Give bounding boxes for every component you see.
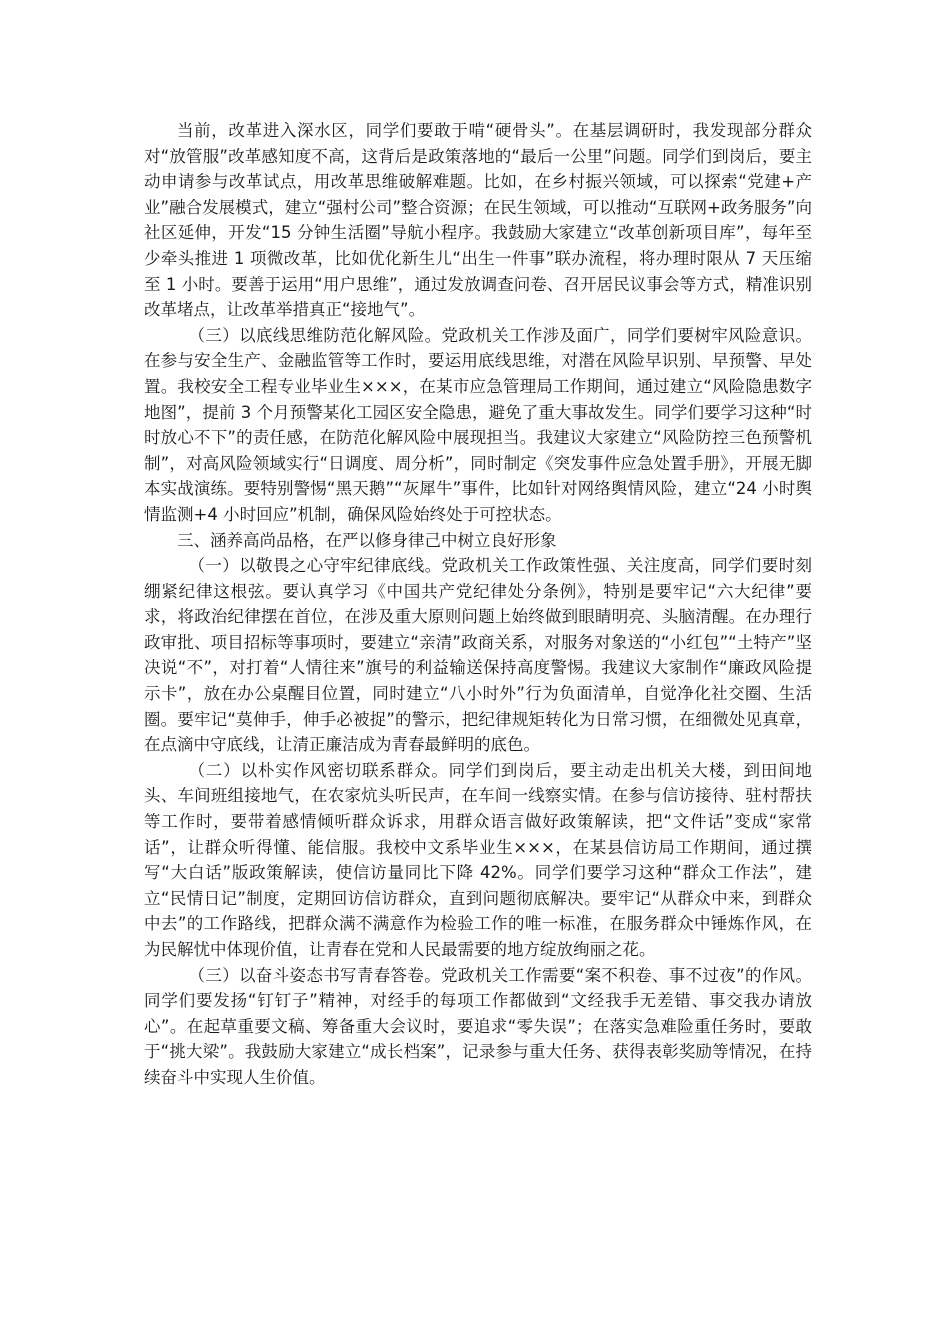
paragraph-discipline: （一）以敬畏之心守牢纪律底线。党政机关工作政策性强、关注度高，同学们要时刻绷紧纪律这根弦。要认真学习《中国共产党纪律处分条例》，特别是要牢记“六大纪律”要求，将政治纪律摆在首位，在涉及重大原则问题上始终做到眼睛明亮、头脑清醒。在办理行政审批、项目招标等事项时，要建立“亲清”政商关系，对服务对象送的“小红包”“土特产”坚决说“不”，对打着“人情往来”旗号的利益输送保持高度警惕。我建议大家制作“廉政风险提示卡”，放在办公桌醒目位置，同时建立“八小时外”行为负面清单，自觉净化社交圈、生活圈。要牢记“莫伸手，伸手必被捉”的警示，把纪律规矩转化为日常习惯，在细微处见真章，在点滴中守底线，让清正廉洁成为青春最鲜明的底色。	[144, 556, 812, 755]
paragraph-striving: （三）以奋斗姿态书写青春答卷。党政机关工作需要“案不积卷、事不过夜”的作风。同学们要发扬“钉钉子”精神，对经手的每项工作都做到“文经我手无差错、事交我办请放心”。在起草重要文稿、筹备重大会议时，要追求“零失误”；在落实急难险重任务时，要敢于“挑大梁”。我鼓励大家建立“成长档案”，记录参与重大任务、获得表彰奖励等情况，在持续奋斗中实现人生价值。	[144, 965, 812, 1087]
paragraph-mass-line: （二）以朴实作风密切联系群众。同学们到岗后，要主动走出机关大楼，到田间地头、车间班组接地气，在农家炕头听民声，在车间一线察实情。在参与信访接待、驻村帮扶等工作时，要带着感情倾听群众诉求，用群众语言做好政策解读，把“文件话”变成“家常话”，让群众听得懂、能信服。我校中文系毕业生×××，在某县信访局工作期间，通过撰写“大白话”版政策解读，使信访量同比下降 42%。同学们要学习这种“群众工作法”，建立“民情日记”制度，定期回访信访群众，直到问题彻底解决。要牢记“从群众中来，到群众中去”的工作路线，把群众满不满意作为检验工作的唯一标准，在服务群众中锤炼作风，在为民解忧中体现价值，让青春在党和人民最需要的地方绽放绚丽之花。	[144, 760, 812, 959]
paragraph-risk-prevention: （三）以底线思维防范化解风险。党政机关工作涉及面广，同学们要树牢风险意识。在参与安全生产、金融监管等工作时，要运用底线思维，对潜在风险早识别、早预警、早处置。我校安全工程专业毕业生×××，在某市应急管理局工作期间，通过建立“风险隐患数字地图”，提前 3 个月预警某化工园区安全隐患，避免了重大事故发生。同学们要学习这种“时时放心不下”的责任感，在防范化解风险中展现担当。我建议大家建立“风险防控三色预警机制”，对高风险领域实行“日调度、周分析”，同时制定《突发事件应急处置手册》，开展无脚本实战演练。要特别警惕“黑天鹅”“灰犀牛”事件，比如针对网络舆情风险，建立“24 小时舆情监测+4 小时回应”机制，确保风险始终处于可控状态。	[144, 325, 812, 524]
paragraph-reform: 当前，改革进入深水区，同学们要敢于啃“硬骨头”。在基层调研时，我发现部分群众对“放管服”改革感知度不高，这背后是政策落地的“最后一公里”问题。同学们到岗后，要主动申请参与改革试点，用改革思维破解难题。比如，在乡村振兴领域，可以探索“党建+产业”融合发展模式，建立“强村公司”整合资源；在民生领域，可以推动“互联网+政务服务”向社区延伸，开发“15 分钟生活圈”导航小程序。我鼓励大家建立“改革创新项目库”，每年至少牵头推进 1 项微改革，比如优化新生儿“出生一件事”联办流程，将办理时限从 7 天压缩至 1 小时。要善于运用“用户思维”，通过发放调查问卷、召开居民议事会等方式，精准识别改革堵点，让改革举措真正“接地气”。	[144, 121, 812, 320]
document-body	[144, 118, 812, 1091]
section-heading-3: 三、涵养高尚品格，在严以修身律己中树立良好形象	[177, 530, 557, 550]
